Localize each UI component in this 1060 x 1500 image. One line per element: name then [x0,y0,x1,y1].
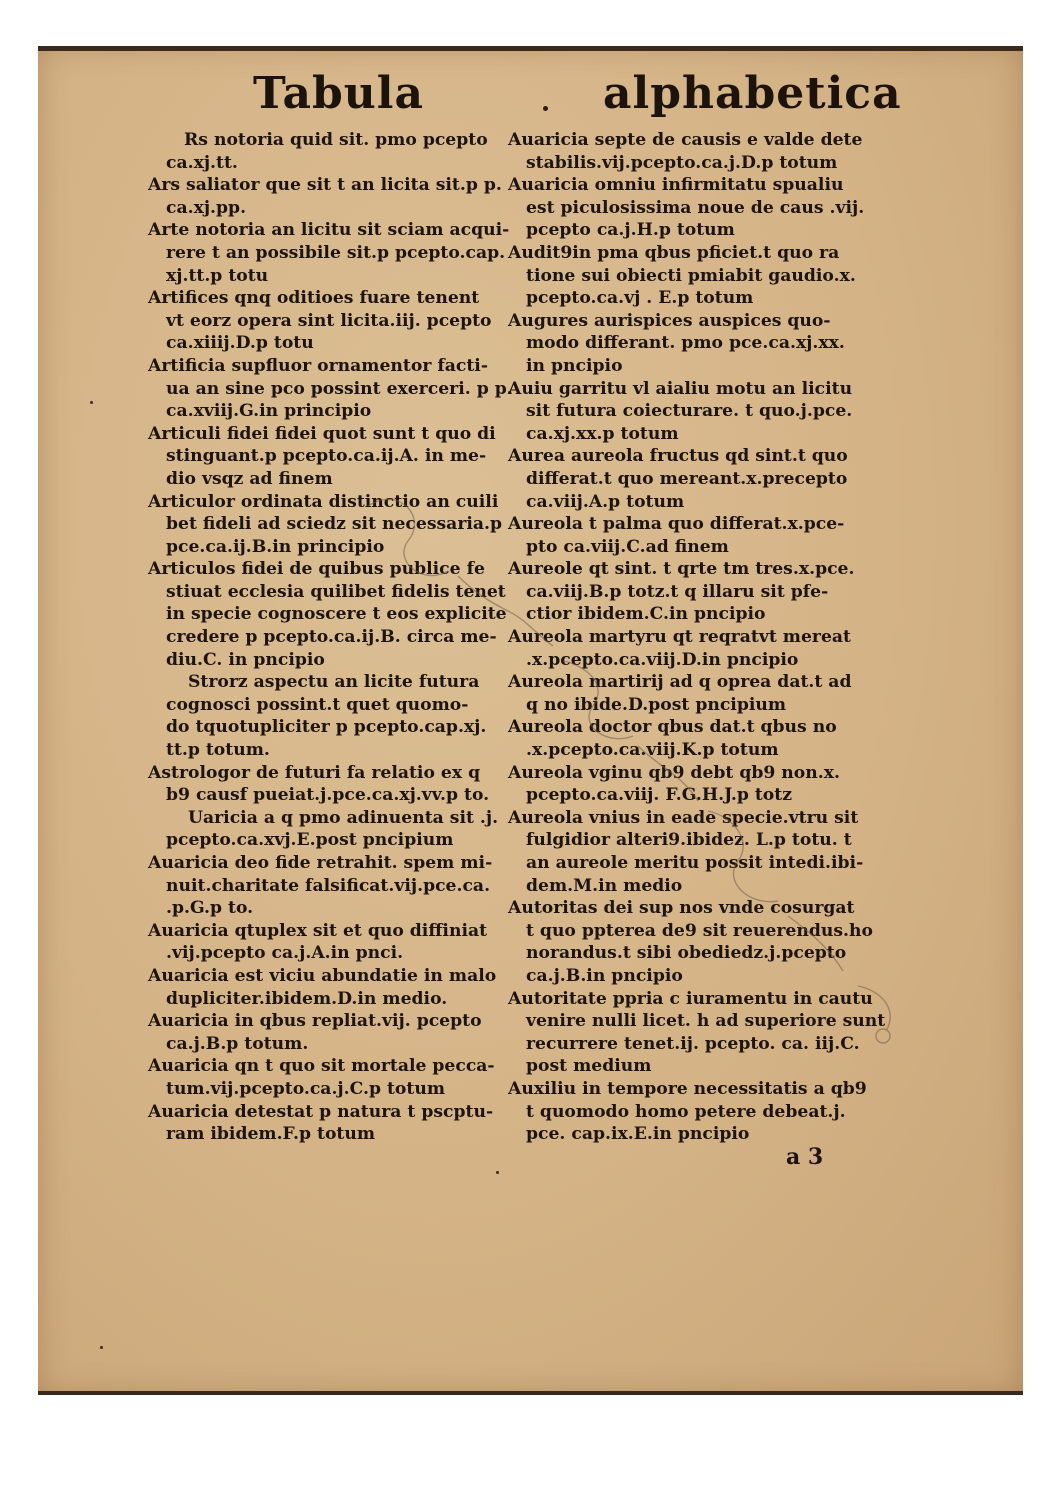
index-entry-reference-line: dem.M.in medio [526,875,683,896]
index-entry-headword-line: Auaricia detestat p natura t pscptu- [148,1101,494,1122]
index-entry-reference-line: cognosci possint.t quet quomo- [166,694,469,715]
index-entry-headword-line: Arte notoria an licitu sit sciam acqui- [148,220,510,241]
index-entry-reference-line: ca.xviij.G.in principio [166,401,372,422]
index-entry-reference-line: stiuat ecclesia quilibet fidelis tenet [166,581,506,602]
index-entry-headword-line: Aureola martyru qt reqratvt mereat [508,627,851,648]
index-entry-reference-line: t quomodo homo petere debeat.j. [526,1101,846,1122]
index-entry [148,965,498,1010]
index-entry-reference-line: .vij.pcepto ca.j.A.in pnci. [166,943,404,964]
index-entry [148,920,498,965]
index-entry-reference-line: ca.viij.B.p totz.t q illaru sit pfe- [526,581,829,602]
index-entry-reference-line: pcepto ca.j.H.p totum [526,220,735,241]
index-entry [508,626,868,671]
index-entry-headword-line: Aurea aureola fructus qd sint.t quo [508,446,848,467]
index-entry-headword-line: Articuli fidei fidei quot sunt t quo di [148,423,496,444]
index-entry-reference-line: an aureole meritu possit intedi.ibi- [526,853,864,873]
index-entry-reference-line: bet fideli ad sciedz sit necessaria.p [166,514,503,535]
index-entry [148,355,513,423]
index-entry-reference-line: b9 causf pueiat.j.pce.ca.xj.vv.p to. [166,785,490,806]
index-entry [148,762,498,807]
index-entry-reference-line: stabilis.vij.pcepto.ca.j.D.p totum [526,152,838,173]
index-entry-headword-line: Auaricia septe de causis e valde dete [508,130,863,150]
scanned-page [38,46,1023,1395]
index-entry-headword-line: Auaricia qtuplex sit et quo diffiniat [148,920,488,941]
index-entry-reference-line: nuit.charitate falsificat.vij.pce.ca. [166,875,491,896]
index-entry-headword-line: Ars saliator que sit t an licita sit.p p. [148,175,502,196]
index-entry-reference-line: diu.C. in pncipio [166,649,325,670]
index-entry [148,1055,498,1100]
index-entry-reference-line: pto ca.viij.C.ad finem [526,536,729,557]
index-entry-headword-line: Astrologor de futuri fa relatio ex q [148,762,481,783]
index-entry-reference-line: modo differant. pmo pce.ca.xj.xx. [526,333,845,354]
index-entry [508,310,868,378]
index-entry-headword-line: Augures aurispices auspices quo- [508,310,831,331]
index-entry [508,1078,868,1146]
index-entry-reference-line: ua an sine pco possint exerceri. p p. [166,378,513,399]
index-entry-headword-line: Articulos fidei de quibus publice fe [148,559,485,580]
index-entry-reference-line: vt eorz opera sint licita.iij. pcepto [166,310,492,331]
index-entry-reference-line: tt.p totum. [166,740,270,761]
index-entry-reference-line: rere t an possibile sit.p pcepto.cap. [166,242,506,263]
page-bottom-edge [38,1391,1023,1395]
paper-speck [100,1346,103,1349]
index-entry-reference-line: est piculosissima noue de caus .vij. [526,197,865,218]
index-entry-reference-line: tione sui obiecti pmiabit gaudio.x. [526,265,856,286]
signature-mark: a 3 [786,1144,824,1170]
index-entry-headword-line: Strorz aspectu an licite futura [188,672,480,693]
index-entry-headword-line: Auaricia omniu infirmitatu spualiu [508,175,844,196]
index-entry-headword-line: Audit9in pma qbus pficiet.t quo ra [508,242,840,263]
index-entry-reference-line: in specie cognoscere t eos explicite [166,604,507,625]
page-top-edge [38,46,1023,51]
index-entry [508,378,868,446]
index-entry [148,558,507,671]
index-entry-reference-line: ca.viij.A.p totum [526,491,685,512]
index-entry [508,988,886,1078]
index-entry-reference-line: pce.ca.ij.B.in principio [166,536,385,557]
index-entry-headword-line: Artificia supfluor ornamentor facti- [148,355,488,376]
index-entry-headword-line: Aureola vnius in eade specie.vtru sit [508,807,859,828]
index-entry [508,129,868,174]
index-entry [148,671,498,761]
index-entry-reference-line: .x.pcepto.ca.viij.K.p totum [526,740,779,761]
index-entry-headword-line: Artifices qnq oditioes fuare tenent [148,288,480,309]
index-entry-reference-line: ca.xj.xx.p totum [526,423,679,444]
index-entry-reference-line: ca.xj.pp. [166,197,247,218]
index-entry [148,174,502,219]
index-entry [508,807,868,897]
index-entry-headword-line: Aureole qt sint. t qrte tm tres.x.pce. [508,559,855,580]
running-head-left: Tabula [253,68,425,119]
index-entry [148,219,510,287]
index-entry-reference-line: t quo ppterea de9 sit reuerendus.ho [526,920,873,941]
index-entry [508,671,868,716]
index-entry [148,423,498,491]
index-entry [508,762,868,807]
index-entry [508,716,868,761]
index-entry-reference-line: ctior ibidem.C.in pncipio [526,604,766,625]
index-entry-headword-line: Aureola t palma quo differat.x.pce- [508,514,845,535]
index-entry [148,287,498,355]
index-entry-headword-line: Auxiliu in tempore necessitatis a qb9 [508,1078,867,1099]
paper-speck [496,1171,499,1174]
index-entry-headword-line: Auiu garritu vl aialiu motu an licitu [508,378,853,399]
index-entry-reference-line: post medium [526,1056,652,1077]
index-entry [148,852,498,920]
index-entry-reference-line: venire nulli licet. h ad superiore sunt [526,1011,886,1032]
index-entry-headword-line: Uaricia a q pmo adinuenta sit .j. [188,807,499,828]
index-column-right [508,129,886,1146]
index-entry-reference-line: tum.vij.pcepto.ca.j.C.p totum [166,1078,446,1099]
index-entry-headword-line: Auaricia deo fide retrahit. spem mi- [148,853,493,873]
index-entry-reference-line: ca.xiiij.D.p totu [166,333,314,354]
index-entry-reference-line: ca.xj.tt. [166,152,238,173]
index-entry-reference-line: dupliciter.ibidem.D.in medio. [166,988,448,1009]
index-entry [508,897,873,987]
index-entry-reference-line: pce. cap.ix.E.in pncipio [526,1124,750,1145]
index-entry-reference-line: q no ibide.D.post pncipium [526,694,787,715]
index-entry-headword-line: Autoritate ppria c iuramentu in cautu [508,988,873,1009]
index-entry-reference-line: ca.j.B.in pncipio [526,965,683,986]
index-entry-reference-line: pcepto.ca.xvj.E.post pncipium [166,830,454,851]
index-entry-reference-line: do tquotupliciter p pcepto.cap.xj. [166,717,487,738]
index-entry-reference-line: ram ibidem.F.p totum [166,1124,376,1145]
index-entry [148,129,498,174]
index-entry [508,513,868,558]
index-entry-reference-line: in pncipio [526,355,623,376]
index-entry-reference-line: .p.G.p to. [166,898,254,919]
index-entry-reference-line: pcepto.ca.vj . E.p totum [526,288,754,309]
index-entry-headword-line: Auaricia est viciu abundatie in malo [148,965,497,986]
index-entry-reference-line: recurrere tenet.ij. pcepto. ca. iij.C. [526,1033,860,1054]
index-entry [508,242,868,310]
index-entry [508,174,868,242]
index-entry-reference-line: ca.j.B.p totum. [166,1033,309,1054]
index-entry-reference-line: dio vsqz ad finem [166,468,333,489]
paper-speck [90,401,93,404]
index-entry-headword-line: Autoritas dei sup nos vnde cosurgat [508,898,855,919]
index-entry-headword-line: Aureola vginu qb9 debt qb9 non.x. [508,762,840,783]
index-entry-headword-line: Auaricia qn t quo sit mortale pecca- [148,1056,495,1077]
index-entry-reference-line: sit futura coiecturare. t quo.j.pce. [526,401,853,422]
index-entry-headword-line: Aureola doctor qbus dat.t qbus no [508,717,837,738]
index-entry-reference-line: pcepto.ca.viij. F.G.H.J.p totz [526,785,792,806]
index-entry-reference-line: differat.t quo mereant.x.precepto [526,468,848,489]
index-entry [508,558,868,626]
header-dot [543,106,548,111]
index-entry-reference-line: xj.tt.p totu [166,265,269,286]
running-head-right: alphabetica [603,68,902,119]
index-entry-headword-line: Rs notoria quid sit. pmo pcepto [184,130,488,150]
index-entry [148,807,498,852]
index-entry-reference-line: .x.pcepto.ca.viij.D.in pncipio [526,649,799,670]
index-entry [148,1010,498,1055]
index-column-left [148,129,513,1146]
index-entry [148,491,503,559]
index-entry-reference-line: norandus.t sibi obediedz.j.pcepto [526,943,847,964]
index-entry [508,445,868,513]
index-entry-headword-line: Auaricia in qbus repliat.vij. pcepto [148,1011,482,1032]
index-entry-reference-line: stinguant.p pcepto.ca.ij.A. in me- [166,446,487,467]
index-entry-reference-line: credere p pcepto.ca.ij.B. circa me- [166,627,497,648]
index-entry [148,1101,498,1146]
index-entry-headword-line: Articulor ordinata distinctio an cuili [148,491,499,512]
index-entry-headword-line: Aureola martirij ad q oprea dat.t ad [508,672,852,693]
index-entry-reference-line: fulgidior alteri9.ibidez. L.p totu. t [526,830,852,851]
